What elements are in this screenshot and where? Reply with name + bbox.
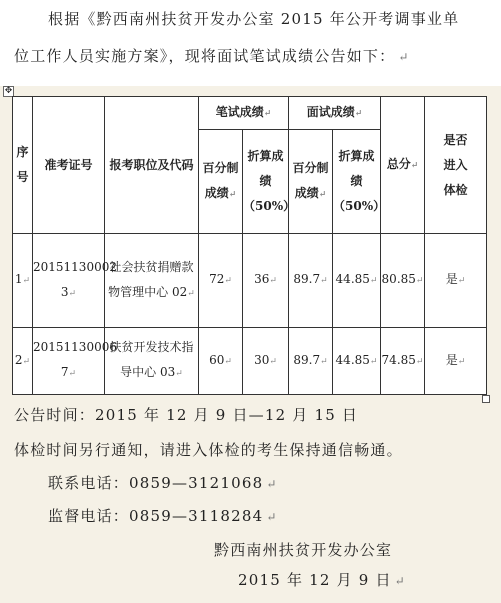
cell-mark: ↵ — [269, 356, 277, 367]
cell-mark: ↵ — [224, 356, 232, 367]
cell-interview-conv-text: 44.85 — [335, 352, 370, 367]
cell-medical-text: 是 — [445, 352, 458, 367]
header-written-text: 笔试成绩 — [215, 104, 264, 119]
header-written-conv — [243, 130, 296, 234]
issuer-text: 黔西南州扶贫开发办公室 — [214, 541, 393, 559]
header-interview-text: 面试成绩 — [306, 104, 355, 119]
supervise-phone-text: 监督电话：0859—3118284 — [48, 507, 264, 525]
header-interview-conv-line: 绩 — [350, 174, 363, 188]
header-seq-line: 序 — [16, 145, 29, 159]
header-exam-id-text: 准考证号 — [44, 157, 93, 172]
header-interview-raw — [289, 130, 333, 234]
cell-seq-text: 1 — [14, 272, 23, 286]
cell-written-conv — [243, 234, 289, 328]
header-interview-conv-line: （50%） — [333, 199, 386, 213]
header-row-1 — [13, 97, 487, 130]
header-interview-raw-line: 百分制 — [292, 160, 329, 175]
announce-time — [14, 404, 358, 425]
table-row — [13, 328, 487, 395]
cell-total-text: 80.85 — [381, 272, 416, 286]
header-medical — [425, 97, 487, 234]
cell-mark: ↵ — [228, 189, 237, 200]
paragraph-mark: ↵ — [398, 50, 410, 64]
cell-mark: ↵ — [68, 369, 77, 379]
cell-exam-id — [33, 234, 117, 328]
score-table-container — [12, 96, 486, 394]
cell-interview-conv — [333, 328, 381, 395]
header-interview — [289, 97, 381, 130]
cell-mark: ↵ — [187, 288, 195, 299]
contact-phone-text: 联系电话：0859—3121068 — [48, 474, 264, 492]
header-seq-line: 号 — [16, 170, 29, 184]
cell-seq — [13, 234, 33, 328]
supervise-phone — [48, 505, 278, 526]
table-move-handle-icon[interactable]: ✥ — [4, 86, 13, 96]
cell-exam-id — [33, 328, 117, 395]
table-resize-handle-icon[interactable] — [482, 395, 490, 403]
cell-position-line: 社会扶贫捐赠款 — [109, 259, 194, 274]
cell-total-text: 74.85 — [381, 352, 416, 367]
intro-line-2 — [14, 45, 410, 66]
issue-date — [238, 569, 406, 590]
cell-seq — [13, 328, 33, 395]
cell-mark: ↵ — [224, 276, 232, 286]
cell-exam-id-line: 7 — [60, 365, 69, 379]
cell-written-conv — [243, 328, 289, 395]
cell-interview-raw-text: 89.7 — [293, 352, 321, 367]
cell-written-raw — [199, 234, 243, 328]
score-table — [12, 96, 487, 395]
cell-mark: ↵ — [318, 189, 327, 200]
contact-phone — [48, 472, 278, 493]
cell-position-line: 扶贫开发技术指 — [109, 340, 194, 354]
cell-position-line: 导中心 03 — [120, 365, 176, 379]
issue-date-text: 2015 年 12 月 9 日 — [238, 571, 392, 589]
cell-exam-id-line: 20151130006 — [33, 340, 117, 354]
cell-interview-conv-text: 44.85 — [335, 272, 370, 286]
header-interview-conv-line: 折算成 — [338, 149, 375, 163]
header-written-raw-line: 百分制 — [202, 160, 239, 175]
cell-position — [105, 328, 199, 395]
cell-interview-raw — [289, 234, 333, 328]
paragraph-mark: ↵ — [394, 574, 406, 588]
header-written — [199, 97, 289, 130]
cell-written-raw-text: 72 — [209, 272, 225, 286]
cell-mark: ↵ — [320, 356, 328, 367]
header-interview-conv — [333, 130, 386, 234]
header-interview-raw-line: 成绩 — [294, 185, 319, 200]
header-position-text: 报考职位及代码 — [109, 157, 194, 172]
header-position — [105, 97, 199, 234]
header-exam-id — [33, 97, 105, 234]
cell-written-raw — [199, 328, 243, 395]
cell-total — [381, 234, 425, 328]
cell-mark: ↵ — [369, 276, 378, 286]
cell-mark: ↵ — [269, 276, 277, 286]
table-row — [13, 234, 487, 328]
cell-mark: ↵ — [410, 160, 419, 171]
cell-mark: ↵ — [22, 356, 31, 367]
medical-note-text: 体检时间另行通知，请进入体检的考生保持通信畅通。 — [14, 441, 403, 459]
cell-mark: ↵ — [354, 108, 363, 119]
cell-mark: ↵ — [320, 276, 328, 286]
cell-interview-raw — [289, 328, 333, 395]
header-seq — [13, 97, 33, 234]
header-written-conv-line: 折算成 — [247, 149, 284, 163]
header-medical-line: 是否 — [443, 132, 468, 147]
header-written-raw-line: 成绩 — [204, 185, 229, 200]
cell-written-raw-text: 60 — [209, 352, 225, 367]
cell-mark: ↵ — [175, 369, 183, 379]
cell-position-line: 物管理中心 02 — [108, 284, 188, 299]
paragraph-mark: ↵ — [266, 477, 278, 491]
cell-mark: ↵ — [68, 288, 77, 299]
cell-position — [105, 234, 199, 328]
intro-line-1-text: 根据《黔西南州扶贫开发办公室 2015 年公开考调事业单 — [48, 10, 460, 28]
cell-written-conv-text: 36 — [254, 272, 270, 286]
cell-mark: ↵ — [369, 356, 378, 367]
issuer — [214, 539, 392, 560]
medical-note — [14, 439, 403, 460]
intro-line-1 — [48, 8, 459, 29]
cell-mark: ↵ — [415, 276, 424, 286]
header-written-conv-line: 绩（50%） — [243, 174, 296, 213]
cell-exam-id-line: 3 — [60, 284, 69, 299]
header-medical-line: 进入 — [443, 157, 468, 172]
cell-interview-raw-text: 89.7 — [293, 272, 321, 286]
intro-line-2-text: 位工作人员实施方案》，现将面试笔试成绩公告如下： — [14, 47, 396, 65]
paragraph-mark: ↵ — [266, 510, 278, 524]
cell-mark: ↵ — [457, 276, 466, 286]
cell-mark: ↵ — [22, 276, 31, 286]
cell-written-conv-text: 30 — [254, 352, 270, 367]
cell-medical — [425, 328, 487, 395]
header-total — [381, 97, 425, 234]
cell-exam-id-line: 20151130002 — [33, 259, 117, 274]
announce-time-text: 公告时间：2015 年 12 月 9 日—12 月 15 日 — [14, 406, 359, 424]
cell-mark: ↵ — [415, 356, 424, 367]
cell-total — [381, 328, 425, 395]
header-medical-line: 体检 — [443, 182, 468, 197]
cell-medical-text: 是 — [445, 272, 458, 286]
cell-mark: ↵ — [457, 356, 466, 367]
cell-mark: ↵ — [263, 108, 272, 119]
header-total-text: 总分 — [386, 156, 411, 171]
cell-interview-conv — [333, 234, 381, 328]
header-written-raw — [199, 130, 243, 234]
cell-medical — [425, 234, 487, 328]
cell-seq-text: 2 — [14, 352, 23, 367]
